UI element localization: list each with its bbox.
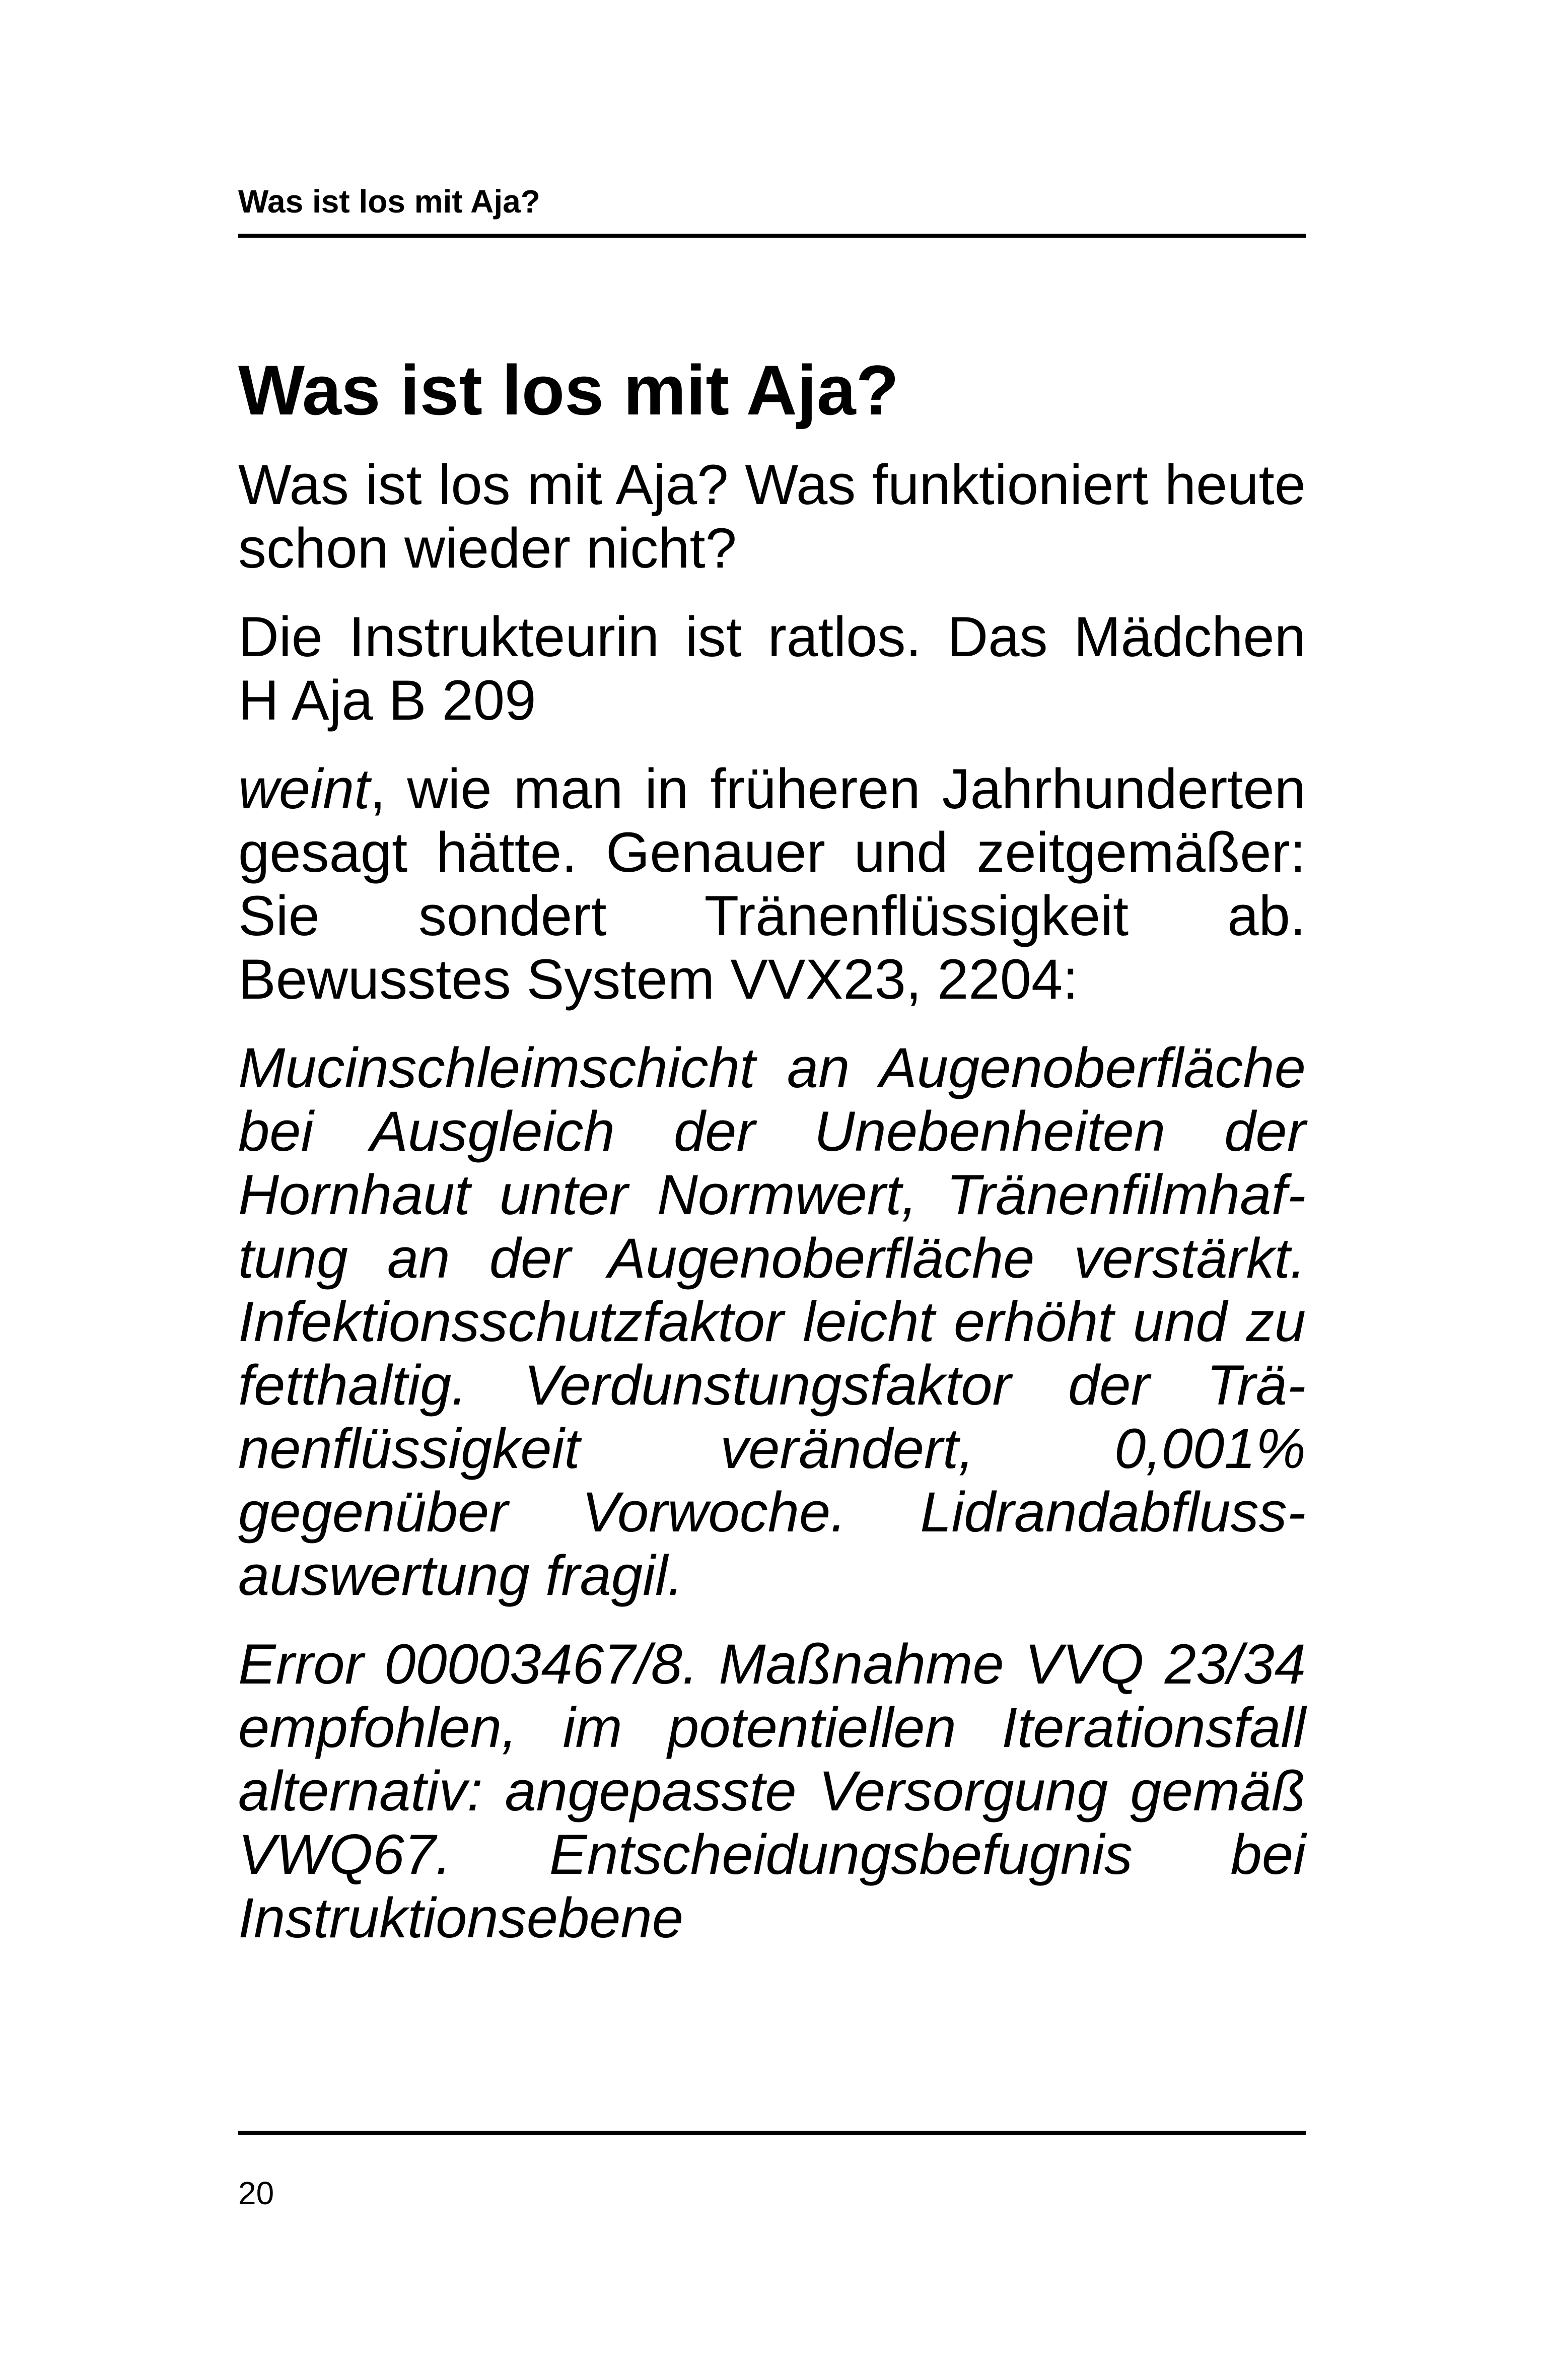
system-report-paragraph: Mucinschleimschicht an Augenoberfläche bei Ausgleich der Unebenheiten der Hornhaut unter Normwert, Tränenfilmhaftung an der Augenoberfläche verstärkt. Infektionsschutzfaktor leicht erhöht und zu fetthaltig. Verdunstungsfaktor der Tränenflüssigkeit verändert, 0,001% gegenüber Vorwoche. Lidrandabflussauswertung fragil. <box>238 1036 1306 1607</box>
running-header: Was ist los mit Aja? <box>238 183 540 220</box>
page-number: 20 <box>238 2175 274 2211</box>
emphasis-weint: weint <box>238 757 370 820</box>
paragraph-2: Die Instrukteurin ist ratlos. Das Mädchen H Aja B 209 <box>238 605 1306 732</box>
paragraph-1: Was ist los mit Aja? Was funktioniert heute schon wieder nicht? <box>238 453 1306 580</box>
paragraph-3 <box>238 757 1306 1011</box>
page-body <box>238 347 1306 1975</box>
header-rule <box>238 234 1306 238</box>
error-paragraph: Error 00003467/8. Maßnahme VVQ 23/34 empfohlen, im potentiellen Iterationsfall alternativ: angepasste Versorgung gemäß VWQ67. Entscheidungsbefugnis bei Instruktionsebene <box>238 1633 1306 1949</box>
paragraph-3-text: , wie man in früheren Jahrhunderten gesagt hätte. Genauer und zeitgemäßer: Sie sondert Tränenflüssigkeit ab. Bewusstes System VVX23, 2204: <box>238 757 1306 1011</box>
footer-rule <box>238 2131 1306 2135</box>
chapter-title: Was ist los mit Aja? <box>238 351 899 430</box>
